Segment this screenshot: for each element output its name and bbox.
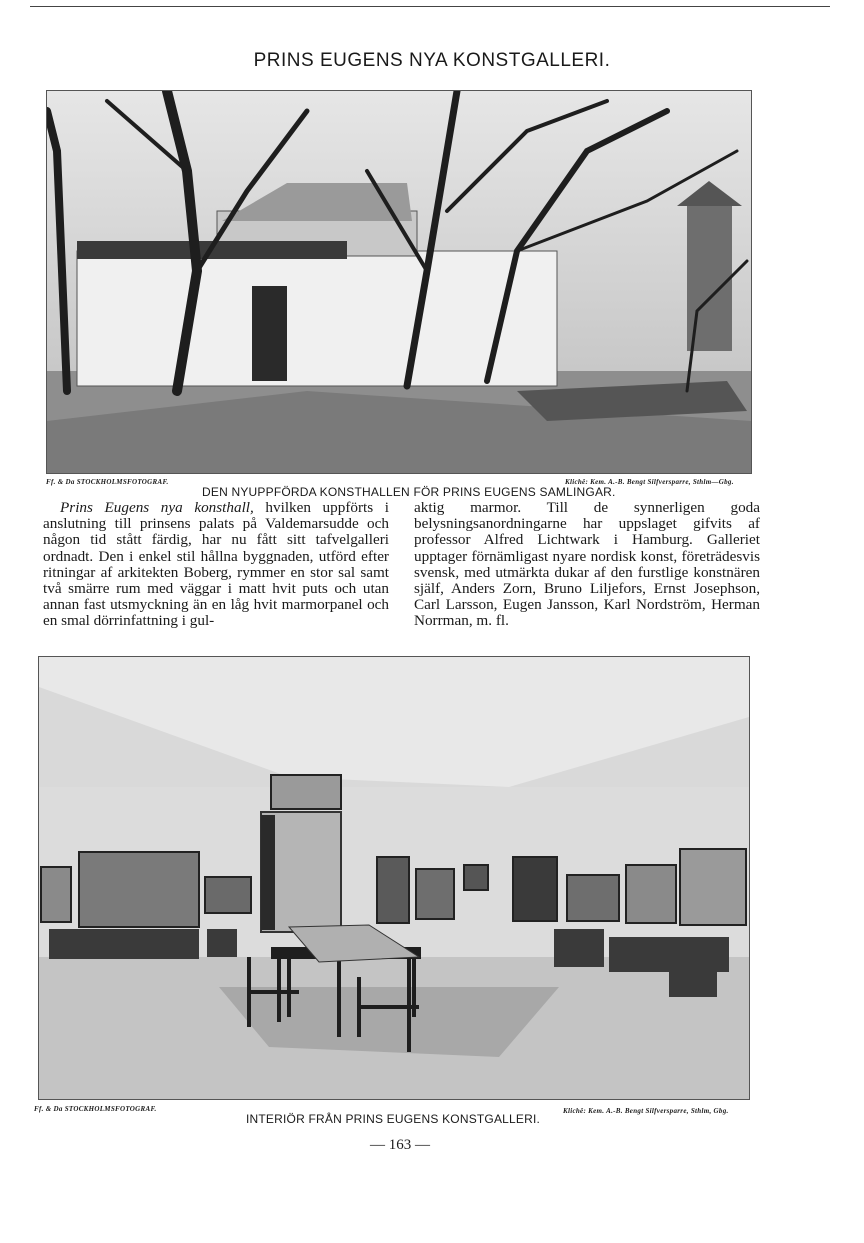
top-rule [30, 6, 830, 7]
figure-caption: DEN NYUPPFÖRDA KONSTHALLEN FÖR PRINS EUGENS SAMLINGAR. [202, 485, 616, 499]
photo-credit: Ff. & Da STOCKHOLMSFOTOGRAF. [46, 478, 169, 486]
gallery-interior-photo [38, 656, 750, 1100]
engraver-credit: Klichê: Kem. A.-B. Bengt Silfversparre, Sthlm, Gbg. [563, 1107, 729, 1115]
figure-caption: INTERIÖR FRÅN PRINS EUGENS KONSTGALLERI. [246, 1112, 541, 1126]
engraver-credit: Klichê: Kem. A.-B. Bengt Silfversparre, Sthlm—Gbg. [565, 478, 734, 486]
page-title: PRINS EUGENS NYA KONSTGALLERI. [253, 50, 611, 71]
lead-phrase: Prins Eugens nya konsthall, [60, 499, 254, 516]
gallery-exterior-photo [46, 90, 752, 474]
page-number: — 163 — [370, 1137, 430, 1153]
article-column-left [43, 500, 389, 630]
article-text-left: hvilken uppförts i anslutning till prinsens palats på Valdemarsudde och någon tid stått färdig, har nu fått sitt tafvelgalleri ordnadt. Den i enkel stil hållna byggnaden, utförd efter ritningar af arkitekten Boberg, rymmer en stor sal samt två smärre rum med väggar i matt hvit puts och utan annan fast utsmyckning än en låg hvit marmorpanel och en smal dörrinfattning i gul- [43, 499, 389, 630]
article-text-right: aktig marmor. Till de synnerligen goda belysningsanordningarne har uppslaget gifvits af professor Alfred Lichtwark i Hamburg. Galleriet upptager förnämligast nyare nordisk konst, företrädesvis svensk, med utmärkta dukar af den furstlige konstnären själf, Anders Zorn, Bruno Liljefors, Ernst Josephson, Carl Larsson, Eugen Jansson, Karl Nordström, Herman Norrman, m. fl. [414, 499, 760, 630]
article-column-right [414, 500, 760, 630]
photo-credit: Ff. & Da STOCKHOLMSFOTOGRAF. [34, 1105, 157, 1113]
